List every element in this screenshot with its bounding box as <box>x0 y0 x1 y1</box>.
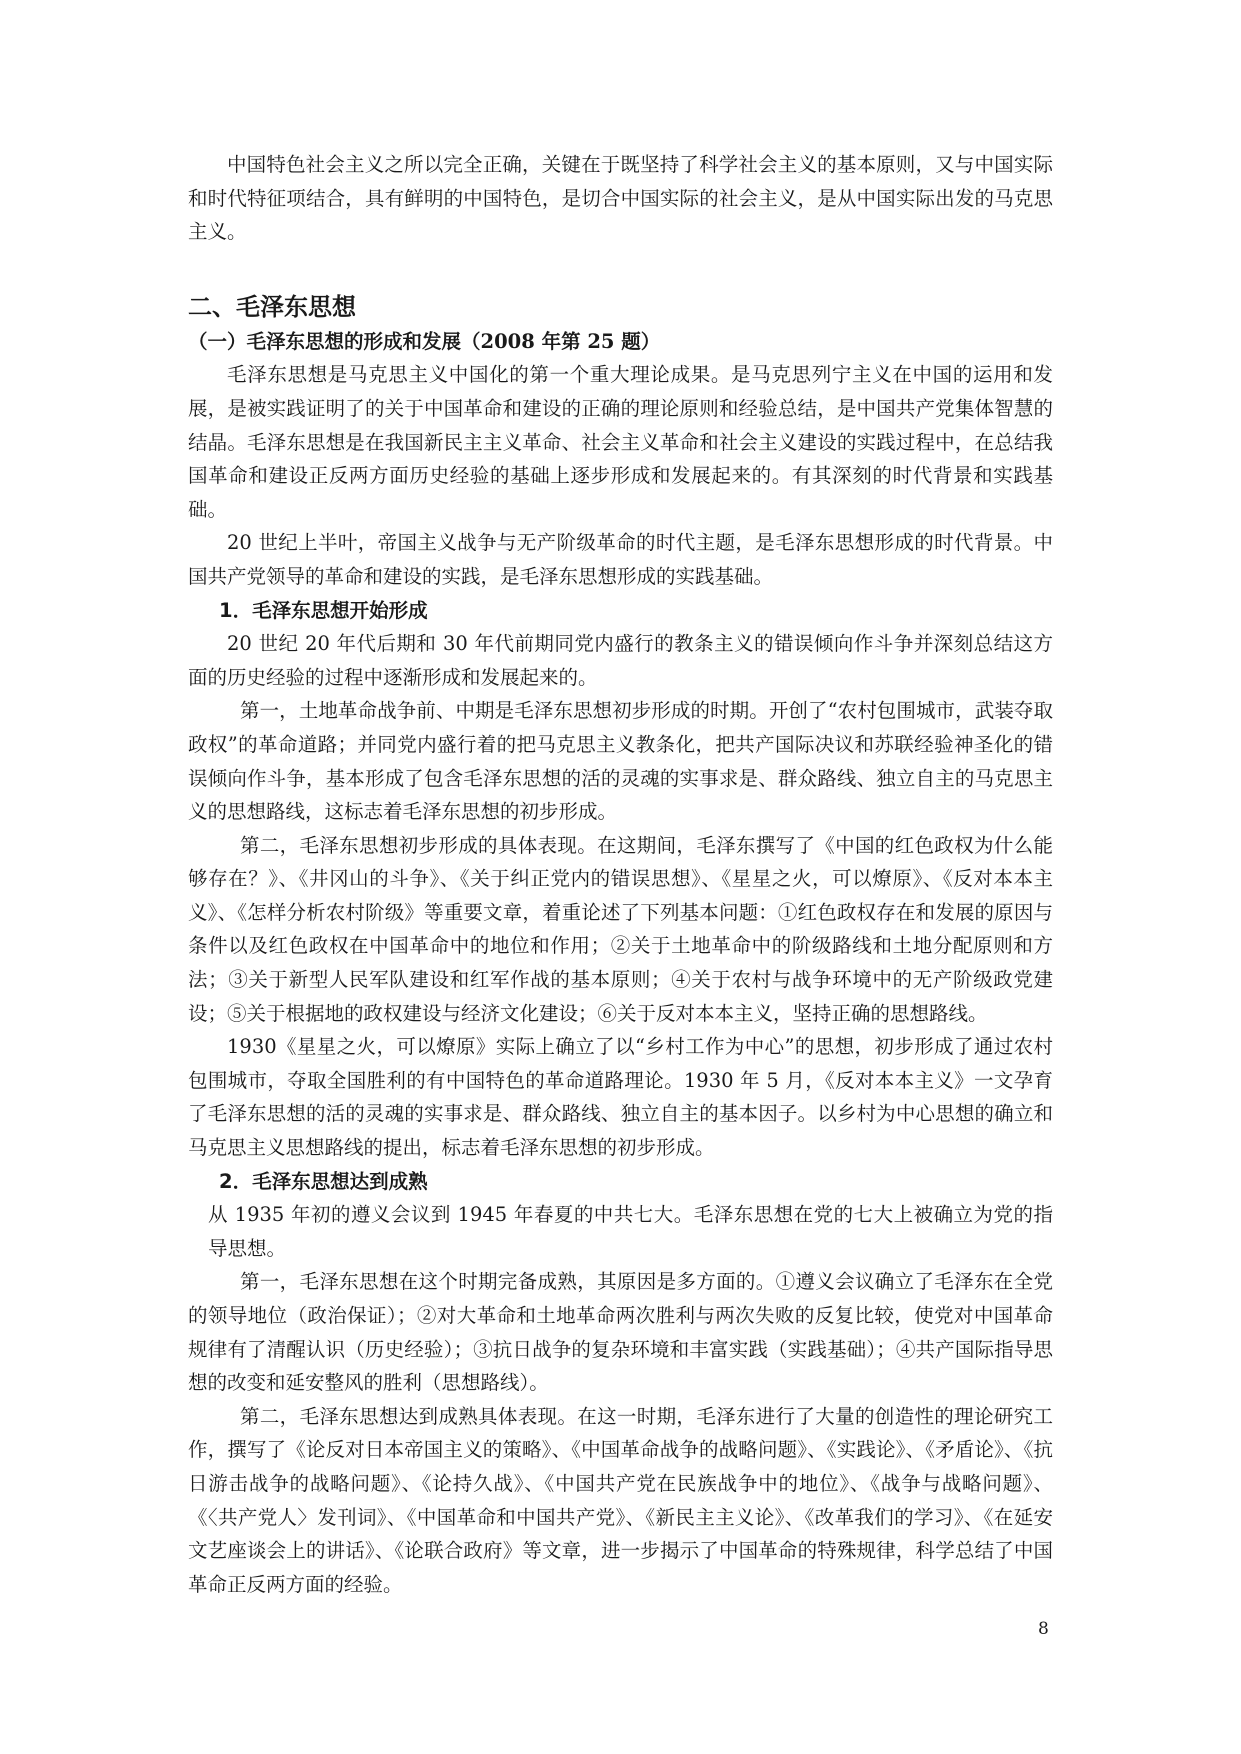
maturity-paragraph-1: 从 1935 年初的遵义会议到 1945 年春夏的中共七大。毛泽东思想在党的七大上被确立为党的指导思想。 <box>208 1203 1053 1260</box>
maturity-paragraph-3: 第二，毛泽东思想达到成熟具体表现。在这一时期，毛泽东进行了大量的创造性的理论研究工作，撰写了《论反对日本帝国主义的策略》、《中国革命战争的战略问题》、《实践论》、《矛盾论》、《抗日游击战争的战略问题》、《论持久战》、《中国共产党在民族战争中的地位》、《战争与战略问题》、《〈共产党人〉发刊词》、《中国革命和中国共产党》、《新民主主义论》、《改革我们的学习》、《在延安文艺座谈会上的讲话》、《论联合政府》等文章，进一步揭示了中国革命的特殊规律，科学总结了中国革命正反两方面的经验。 <box>188 1404 1053 1596</box>
initial-formation-paragraph-4: 1930《星星之火，可以燎原》实际上确立了以“乡村工作为中心”的思想，初步形成了通过农村包围城市，夺取全国胜利的有中国特色的革命道路理论。1930 年 5 月，《反对本本主义》一文孕育了毛泽东思想的活的灵魂的实事求是、群众路线、独立自主的基本因子。以乡村为中心思想的确立和马克思主义思想路线的提出，标志着毛泽东思想的初步形成。 <box>188 1035 1053 1160</box>
page-content <box>188 148 1053 1601</box>
formation-paragraph-2: 20 世纪上半叶，帝国主义战争与无产阶级革命的时代主题，是毛泽东思想形成的时代背景。中国共产党领导的革命和建设的实践，是毛泽东思想形成的实践基础。 <box>188 531 1053 588</box>
initial-formation-paragraph-3: 第二，毛泽东思想初步形成的具体表现。在这期间，毛泽东撰写了《中国的红色政权为什么能够存在？》、《井冈山的斗争》、《关于纠正党内的错误思想》、《星星之火，可以燎原》、《反对本本主义》、《怎样分析农村阶级》等重要文章，着重论述了下列基本问题：①红色政权存在和发展的原因与条件以及红色政权在中国革命中的地位和作用；②关于土地革命中的阶级路线和土地分配原则和方法；③关于新型人民军队建设和红军作战的基本原则；④关于农村与战争环境中的无产阶级政党建设；⑤关于根据地的政权建设与经济文化建设；⑥关于反对本本主义，坚持正确的思想路线。 <box>188 833 1053 1025</box>
page-number: 8 <box>1038 1619 1049 1639</box>
subsection-heading-note: （2008 年第 25 题） <box>461 329 661 353</box>
intro-paragraph: 中国特色社会主义之所以完全正确，关键在于既坚持了科学社会主义的基本原则，又与中国实际和时代特征项结合，具有鲜明的中国特色，是切合中国实际的社会主义，是从中国实际出发的马克思主义。 <box>188 153 1053 244</box>
initial-formation-paragraph-1: 20 世纪 20 年代后期和 30 年代前期同党内盛行的教条主义的错误倾向作斗争并深刻总结这方面的历史经验的过程中逐渐形成和发展起来的。 <box>188 632 1053 689</box>
maturity-paragraph-2: 第一，毛泽东思想在这个时期完备成熟，其原因是多方面的。①遵义会议确立了毛泽东在全党的领导地位（政治保证）；②对大革命和土地革命两次胜利与两次失败的反复比较，使党对中国革命规律有了清醒认识（历史经验）；③抗日战争的复杂环境和丰富实践（实践基础）；④共产国际指导思想的改变和延安整风的胜利（思想路线）。 <box>188 1270 1053 1395</box>
section-heading-maozedong-thought: 二、毛泽东思想 <box>188 292 356 321</box>
item-heading-maturity: 2．毛泽东思想达到成熟 <box>219 1169 428 1193</box>
item-heading-initial-formation: 1．毛泽东思想开始形成 <box>219 598 428 622</box>
section-spacer <box>188 249 1053 289</box>
formation-paragraph-1: 毛泽东思想是马克思主义中国化的第一个重大理论成果。是马克思列宁主义在中国的运用和发展，是被实践证明了的关于中国革命和建设的正确的理论原则和经验总结，是中国共产党集体智慧的结晶。毛泽东思想是在我国新民主主义革命、社会主义革命和社会主义建设的实践过程中，在总结我国革命和建设正反两方面历史经验的基础上逐步形成和发展起来的。有其深刻的时代背景和实践基础。 <box>188 363 1053 521</box>
initial-formation-paragraph-2: 第一，土地革命战争前、中期是毛泽东思想初步形成的时期。开创了“农村包围城市，武装夺取政权”的革命道路；并同党内盛行着的把马克思主义教条化，把共产国际决议和苏联经验神圣化的错误倾向作斗争，基本形成了包含毛泽东思想的活的灵魂的实事求是、群众路线、独立自主的马克思主义的思想路线，这标志着毛泽东思想的初步形成。 <box>188 699 1053 824</box>
subsection-heading-formation <box>188 325 1053 359</box>
subsection-heading-title: （一）毛泽东思想的形成和发展 <box>188 329 462 353</box>
